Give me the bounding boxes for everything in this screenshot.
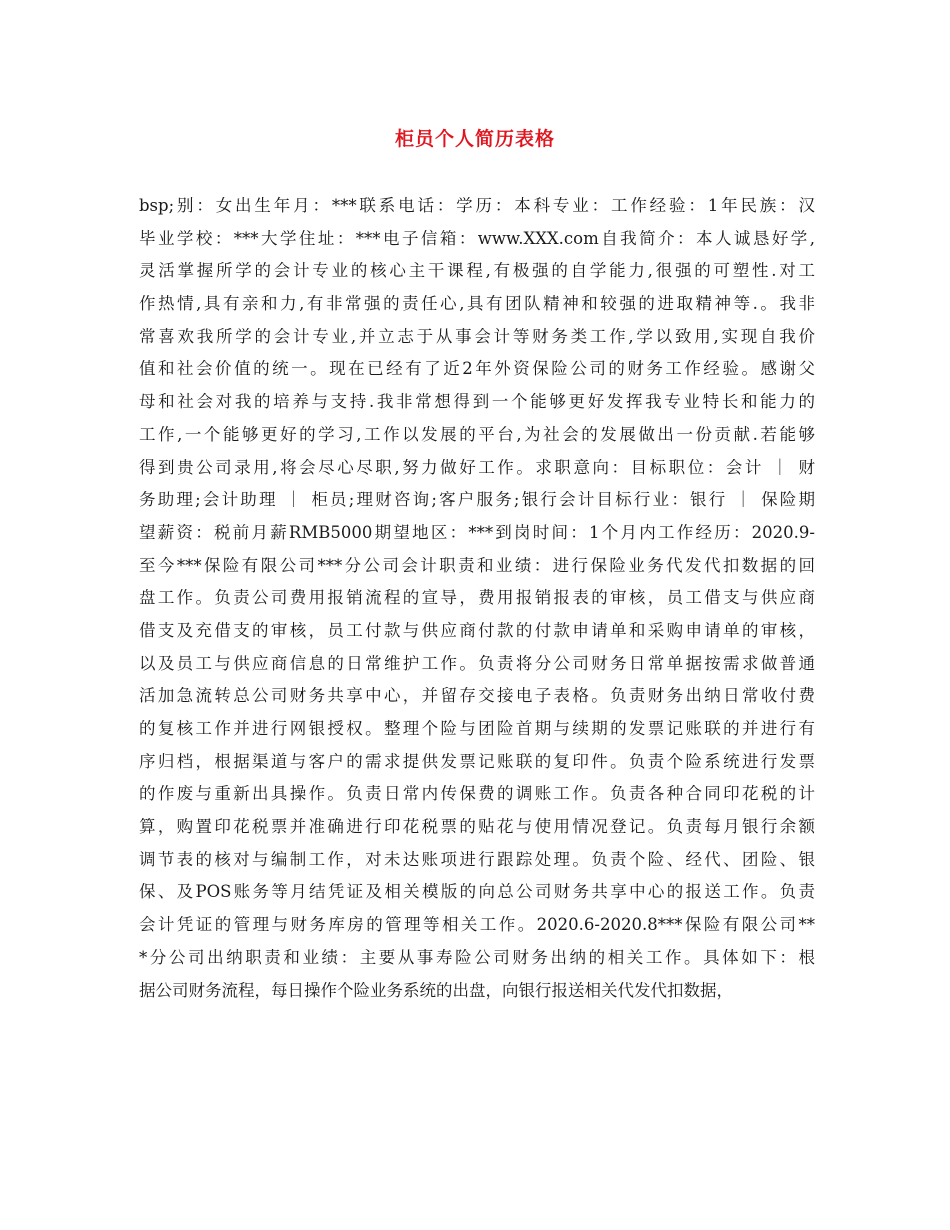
body-line: 算，购置印花税票并准确进行印花税票的贴花与使用情况登记。负责每月银行余额: [139, 817, 815, 837]
body-line: *分公司出纳职责和业绩：主要从事寿险公司财务出纳的相关工作。具体如下：根: [139, 947, 815, 967]
body-line: 至今***保险有限公司***分公司会计职责和业绩：进行保险业务代发代扣数据的回: [139, 555, 815, 575]
body-line: 的复核工作并进行网银授权。整理个险与团险首期与续期的发票记账联的并进行有: [139, 719, 815, 738]
body-line: bsp;别：女出生年月：***联系电话：学历：本科专业：工作经验：1年民族：汉: [139, 196, 815, 215]
body-line: 以及员工与供应商信息的日常维护工作。负责将分公司财务日常单据按需求做普通: [139, 653, 815, 673]
body-line: 序归档，根据渠道与客户的需求提供发票记账联的复印件。负责个险系统进行发票: [139, 751, 815, 771]
body-line: 得到贵公司录用,将会尽心尽职,努力做好工作。求职意向：目标职位：会计 ｜ 财: [139, 457, 815, 477]
body-line: 盘工作。负责公司费用报销流程的宣导，费用报销报表的审核，员工借支与供应商: [139, 588, 815, 608]
body-line: 借支及充借支的审核，员工付款与供应商付款的付款申请单和采购申请单的审核，: [139, 620, 815, 640]
body-line: 调节表的核对与编制工作，对未达账项进行跟踪处理。负责个险、经代、团险、银: [139, 849, 815, 869]
body-line: 据公司财务流程，每日操作个险业务系统的出盘，向银行报送相关代发代扣数据，: [139, 980, 733, 1000]
body-line: 作热情,具有亲和力,有非常强的责任心,具有团队精神和较强的进取精神等.。我非: [139, 294, 815, 314]
body-line: 的作废与重新出具操作。负责日常内传保费的调账工作。负责各种合同印花税的计: [139, 784, 815, 804]
body-line: 活加急流转总公司财务共享中心，并留存交接电子表格。负责财务出纳日常收付费: [139, 686, 815, 706]
body-line: 毕业学校：***大学住址：***电子信箱：www.XXX.com自我简介：本人诚恳好学,: [139, 228, 815, 248]
body-line: 工作,一个能够更好的学习,工作以发展的平台,为社会的发展做出一份贡献.若能够: [139, 424, 815, 444]
body-line: 务助理;会计助理 ｜ 柜员;理财咨询;客户服务;银行会计目标行业：银行 ｜ 保险期: [139, 490, 815, 510]
document-title: 柜员个人简历表格: [394, 128, 555, 150]
body-line: 常喜欢我所学的会计专业,并立志于从事会计等财务类工作,学以致用,实现自我价: [139, 326, 815, 346]
body-line: 母和社会对我的培养与支持.我非常想得到一个能够更好发挥我专业特长和能力的: [139, 392, 815, 412]
body-line: 望薪资：税前月薪RMB5000期望地区：***到岗时间：1个月内工作经历：2020.9-: [139, 522, 815, 542]
body-line: 值和社会价值的统一。现在已经有了近2年外资保险公司的财务工作经验。感谢父: [139, 359, 815, 379]
body-line: 灵活掌握所学的会计专业的核心主干课程,有极强的自学能力,很强的可塑性.对工: [139, 261, 815, 281]
body-line: 保、及POS账务等月结凭证及相关模版的向总公司财务共享中心的报送工作。负责: [139, 882, 815, 902]
body-line: 会计凭证的管理与财务库房的管理等相关工作。2020.6-2020.8***保险有限公司**: [139, 915, 815, 935]
document-body: [139, 190, 815, 1007]
